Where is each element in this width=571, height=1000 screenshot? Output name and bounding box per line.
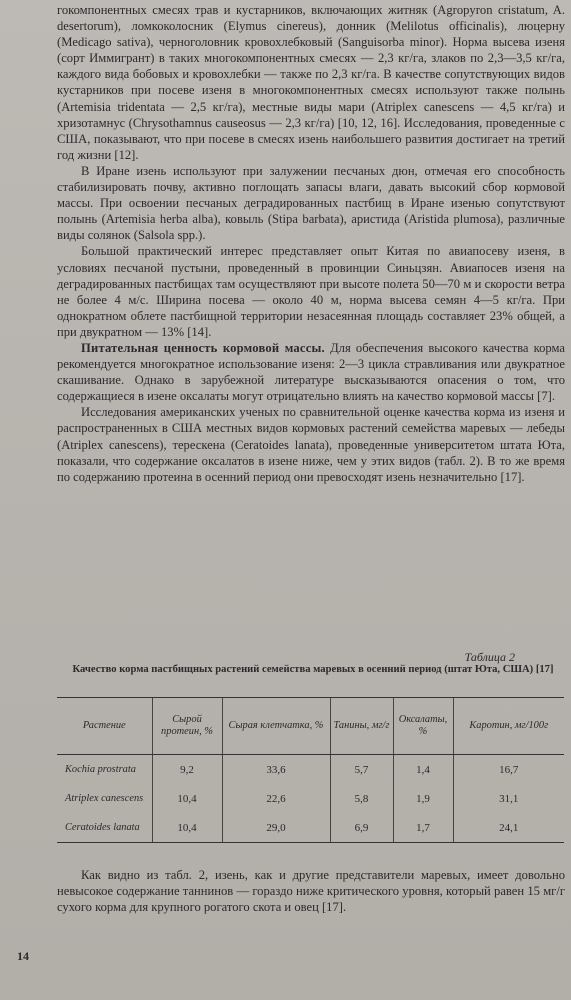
table-cell: 10,4 [152,784,222,813]
section-heading: Питательная ценность кормовой массы. [81,340,325,355]
table-row [57,784,564,813]
section-text: Для обеспечения высокого качества корма рекомендуется многократное использование изеня: 2—3 цикла стравливания или двукратное скашивание. Однако в зарубежной литературе высказываются опасения о том, что содержащиеся в изене оксалаты могут отрицательно влиять на качество кормовой массы [7]. [57,340,565,404]
body-paragraph: В Иране изень используют при залужении песчаных дюн, отмечая его способность стабилизировать почву, активно поглощать запасы влаги, давать высокий сбор кормовой массы. При освоении песчаных деградированных пастбищ в Иране изенью сопутствуют полынь (Artemisia herba alba), ковыль (Stipa barbata), аристида (Aristida plumosa), различные виды солянок (Salsola spp.). [57,163,565,243]
section-paragraph [57,340,565,404]
table-header-cell: Растение [57,698,152,755]
table-cell: 22,6 [222,784,330,813]
body-paragraph: гокомпонентных смесях трав и кустарников, включающих житняк (Agropyron cristatum, A. desertorum), ломкоколосник (Elymus cinereus), донник (Melilotus officinalis), люцерну (Medicago sativa), черноголовник кровохлебковый (Sanguisorba minor). Норма высева изеня (сорт Иммигрант) в таких многокомпонентных смесях — 2,3 кг/га, злаков по 2,3—3,5 кг/га, каждого вида бобовых и кровохлебки — также по 2,3 кг/га. В качестве сопутствующих видов кустарников при посеве изеня в многокомпонентных смесях используют также полынь (Artemisia tridentata — 2,5 кг/га), местные виды мари (Atriplex canescens — 4,5 кг/га) и хризотамнус (Chrysothamnus causeosus — 2,3 кг/га) [10, 12, 16]. Исследования, проведенные с США, показывают, что при посеве в смесях изень наибольшего развития достигает на третий год жизни [12]. [57,3,565,162]
main-text-column [57,2,565,485]
table-header-cell: Оксалаты, % [393,698,453,755]
table-caption: Качество корма пастбищных растений семейства маревых в осенний период (штат Юта, США) [17] [72,664,554,675]
table-cell: 29,0 [222,813,330,843]
table-cell: 33,6 [222,755,330,785]
table-cell: 31,1 [453,784,564,813]
table-label: Таблица 2 [464,650,515,664]
table-cell: 9,2 [152,755,222,785]
table-cell-plant: Kochia prostrata [65,763,136,775]
table-header-cell: Каротин, мг/100г [453,698,564,755]
table-header-cell: Сырой протеин, % [152,698,222,755]
table-cell: 10,4 [152,813,222,843]
body-paragraph: Исследования американских ученых по сравнительной оценке качества корма из изеня и распространенных в США местных видов кормовых растений семейства маревых — лебеды (Atriplex canescens), терескена (Ceratoides lanata), проведенные университетом штата Юта, показали, что содержание оксалатов в изене ниже, чем у этих видов (табл. 2). В то же время по содержанию протеина в осенний период они превосходят изень незначительно [17]. [57,405,565,484]
table-header-cell: Танины, мг/г [330,698,393,755]
body-paragraph: Большой практический интерес представляет опыт Китая по авиапосеву изеня, в условиях песчаной пустыни, проведенный в провинции Синьцзян. Авиапосев изеня на деградированных пастбищах там осуществляют при высоте полета 50—70 м и скорости ветра не более 4 м/с. Ширина посева — около 40 м, норма высева семян 4—5 кг/га. При однократном облете пастбищной территории незасеянная площадь составляет 23% общей, а при двукратном — 13% [14]. [57,244,565,339]
table-cell: 24,1 [453,813,564,843]
table-cell-plant: Atriplex canescens [65,792,144,804]
table-cell: 1,4 [393,755,453,785]
table-row [57,813,564,843]
table-header-cell: Сырая клетчатка, % [222,698,330,755]
body-paragraph: Как видно из табл. 2, изень, как и другие представители маревых, имеет довольно невысокое содержание таннинов — гораздо ниже критического уровня, который равен 15 мг/г сухого корма для крупного рогатого скота и овец [17]. [57,868,565,915]
page-number: 14 [17,949,29,963]
table-cell: 5,8 [330,784,393,813]
closing-text [57,867,565,915]
table-cell: 5,7 [330,755,393,785]
table-row [57,755,564,785]
table-cell: 1,7 [393,813,453,843]
table-cell: 1,9 [393,784,453,813]
table-cell: 6,9 [330,813,393,843]
table-cell: 16,7 [453,755,564,785]
data-table [57,697,564,843]
table-header-row [57,698,564,755]
table-cell-plant: Ceratoides lanata [57,813,152,843]
